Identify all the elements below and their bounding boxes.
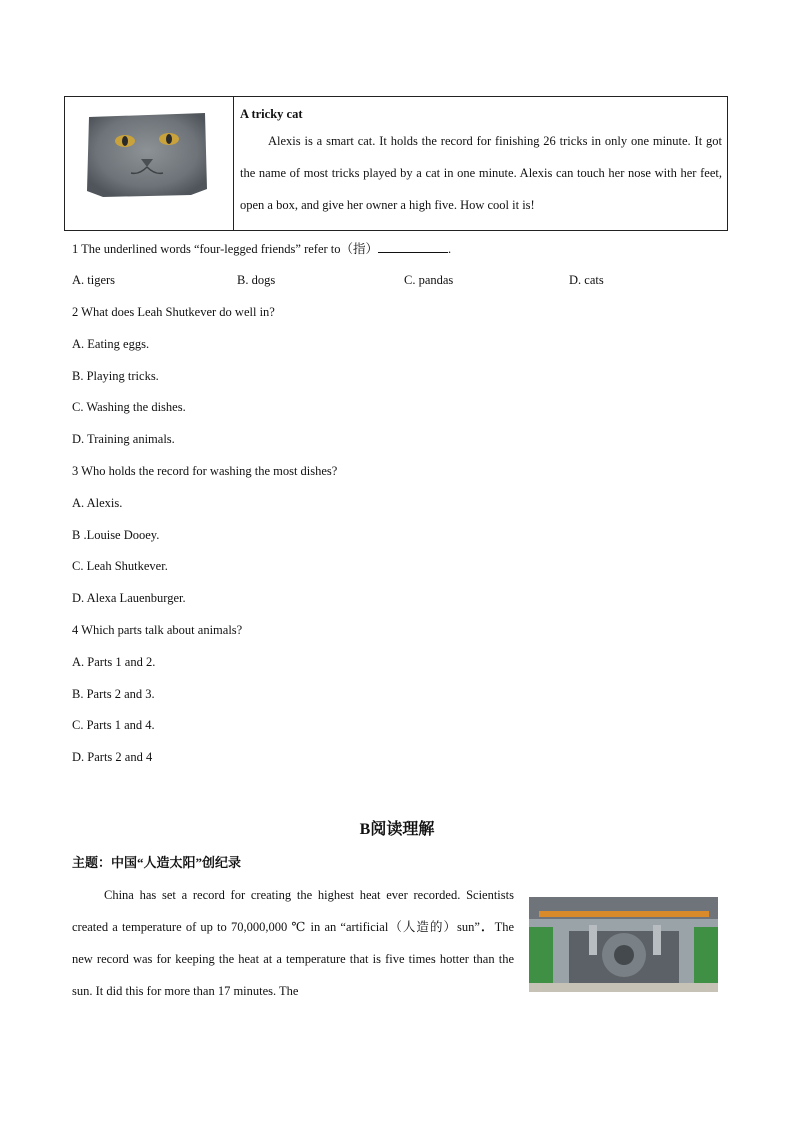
q1-option-a: A. tigers: [72, 273, 116, 287]
passage-bold-mark: ．: [479, 920, 495, 934]
answer-blank: [378, 240, 448, 253]
passage-part-2: The new record was for keeping the heat at a temperature that is five times hotter than the sun. It did this for more than 17 minutes. The: [72, 920, 514, 998]
q2-option-a: A. Eating eggs.: [72, 337, 150, 351]
q3-option-c: C. Leah Shutkever.: [72, 559, 168, 573]
cat-paragraph: Alexis is a smart cat. It holds the record for finishing 26 tricks in only one minute. It got the name of most tricks played by a cat in one minute. Alexis can touch her nose with her feet, open a box, and give her owner a high five. How cool it is!: [240, 134, 722, 212]
q4-option-b: B. Parts 2 and 3.: [72, 687, 155, 701]
q3-option-a: A. Alexis.: [72, 496, 123, 510]
q2-option-c: C. Washing the dishes.: [72, 400, 186, 414]
question-1: 1 The underlined words “four-legged friends” refer to（指） .: [72, 242, 452, 256]
cat-title: A tricky cat: [240, 107, 303, 121]
cat-text-cell: [240, 103, 722, 221]
question-4-stem: 4 Which parts talk about animals?: [72, 623, 243, 637]
question-2-stem: 2 What does Leah Shutkever do well in?: [72, 305, 275, 319]
q4-option-a: A. Parts 1 and 2.: [72, 655, 156, 669]
q1-option-d: D. cats: [569, 273, 604, 287]
q4-option-d: D. Parts 2 and 4: [72, 750, 153, 764]
passage-part-1: China has set a record for creating the highest heat ever recorded. Scientists created a temperature of up to 70,000,000 ℃ in an “artificial（人造的）sun”: [72, 888, 514, 934]
table-divider: [233, 97, 234, 230]
q1-option-c: C. pandas: [404, 273, 454, 287]
q3-option-b: B .Louise Dooey.: [72, 528, 160, 542]
section-title: B阅读理解: [359, 821, 435, 838]
reactor-photo: [529, 897, 718, 992]
reading-passage: [72, 879, 514, 1007]
q1-option-b: B. dogs: [237, 273, 276, 287]
cat-photo: [85, 111, 209, 197]
section-topic: 主题：中国“人造太阳”创纪录: [72, 855, 242, 870]
q3-option-d: D. Alexa Lauenburger.: [72, 591, 186, 605]
question-1-stem: 1 The underlined words “four-legged friends” refer to（指）: [72, 242, 379, 256]
q2-option-d: D. Training animals.: [72, 432, 175, 446]
q2-option-b: B. Playing tricks.: [72, 369, 159, 383]
question-3-stem: 3 Who holds the record for washing the most dishes?: [72, 464, 338, 478]
cat-table: [64, 96, 728, 231]
q4-option-c: C. Parts 1 and 4.: [72, 718, 155, 732]
